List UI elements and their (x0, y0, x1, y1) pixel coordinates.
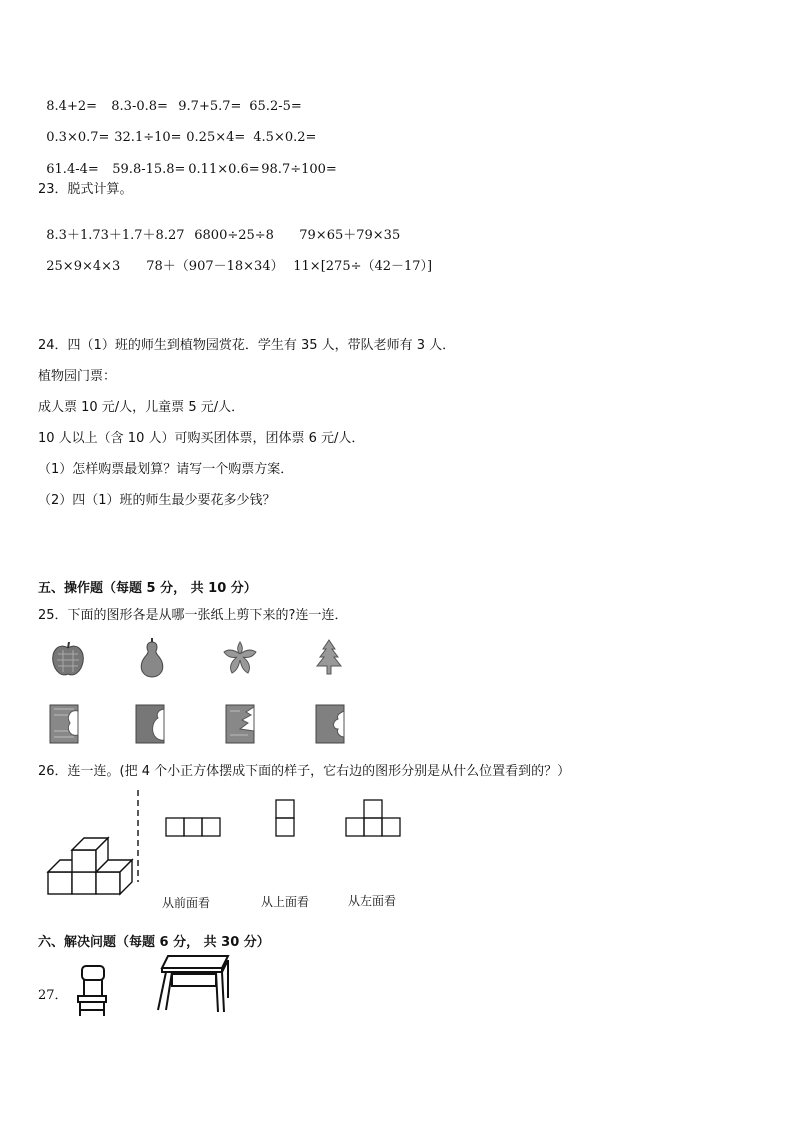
q25-title: 25．下面的图形各是从哪一张纸上剪下来的?连一连． (38, 608, 348, 623)
label-left-view: 从左面看 (348, 894, 397, 908)
chair-icon (72, 962, 112, 1020)
section-5-heading: 五、操作题（每题 5 分， 共 10 分） (38, 581, 257, 596)
paper-cutout-3 (224, 703, 258, 745)
oral-item: 4.5×0.2= (253, 130, 317, 145)
view-front-shape (166, 818, 220, 836)
oral-item: 8.3-0.8= (111, 99, 168, 114)
q24-line-4: 10 人以上（含 10 人）可购买团体票，团体票 6 元/人． (38, 431, 365, 446)
calc-item: 8.3＋1.73＋1.7＋8.27 (46, 228, 185, 243)
paper-cutout-4 (314, 703, 348, 745)
oral-calc-row-1 (38, 84, 302, 114)
tree-icon (314, 638, 344, 678)
oral-item: 61.4-4= (46, 162, 99, 177)
section-6-heading: 六、解决问题（每题 6 分， 共 30 分） (38, 935, 270, 950)
q24-line-2: 植物园门票： (38, 369, 117, 384)
oral-calc-row-2 (38, 115, 316, 145)
q27-number: 27． (38, 988, 68, 1003)
oral-item: 0.25×4= (186, 130, 246, 145)
oral-item: 32.1÷10= (114, 130, 182, 145)
calc-item: 11×[275÷（42－17）] (293, 259, 433, 274)
q24-line-5: （1）怎样购票最划算？请写一个购票方案． (38, 462, 294, 477)
gourd-icon (136, 638, 168, 680)
paper-cutout-1 (48, 703, 82, 745)
q24-line-1: 24．四（1）班的师生到植物园赏花．学生有 35 人，带队老师有 3 人． (38, 338, 456, 353)
paper-cutout-2 (134, 703, 168, 745)
label-front-view: 从前面看 (162, 896, 211, 910)
flower-icon (222, 640, 258, 676)
calc-item: 78＋（907－18×34） (146, 259, 284, 274)
view-top-shape (276, 800, 294, 836)
calc-item: 6800÷25÷8 (194, 228, 274, 243)
label-top-view: 从上面看 (261, 895, 310, 909)
calc-item: 79×65＋79×35 (299, 228, 401, 243)
oral-calc-row-3 (38, 147, 337, 177)
q24-line-3: 成人票 10 元/人，儿童票 5 元/人． (38, 400, 245, 415)
q23-title: 23．脱式计算。 (38, 182, 133, 197)
oral-item: 0.11×0.6= (188, 162, 260, 177)
oral-item: 65.2-5= (249, 99, 302, 114)
q26-title: 26．连一连。(把 4 个小正方体摆成下面的样子，它右边的图形分别是从什么位置看到的？） (38, 764, 571, 779)
cube-arrangement (48, 838, 132, 894)
apple-icon (50, 640, 86, 678)
view-left-shape (346, 800, 400, 836)
desk-icon (152, 952, 236, 1016)
oral-item: 59.8-15.8= (112, 162, 186, 177)
calc-item: 25×9×4×3 (46, 259, 121, 274)
q24-line-6: （2）四（1）班的师生最少要花多少钱？ (38, 493, 276, 508)
oral-item: 98.7÷100= (261, 162, 337, 177)
oral-item: 8.4+2= (46, 99, 97, 114)
q23-row-1 (38, 209, 400, 243)
q23-row-2 (38, 240, 432, 274)
oral-item: 9.7+5.7= (178, 99, 242, 114)
oral-item: 0.3×0.7= (46, 130, 110, 145)
